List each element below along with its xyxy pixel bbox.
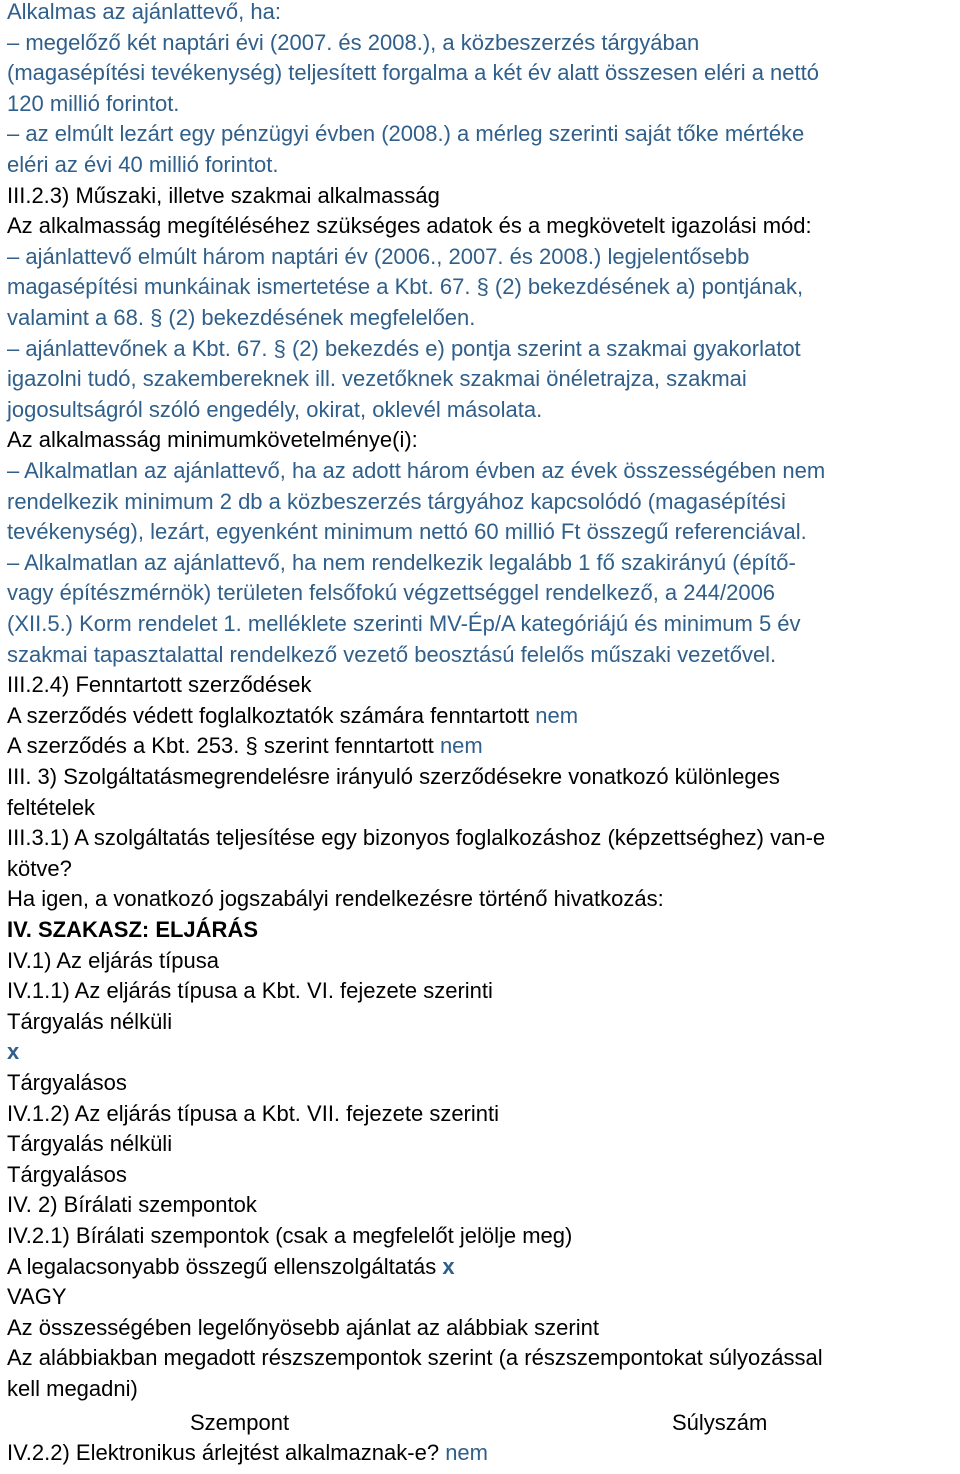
line-text: kell megadni)	[7, 1376, 138, 1401]
document-line	[7, 334, 801, 365]
line-text: – megelőző két naptári évi (2007. és 2008.), a közbeszerzés tárgyában	[7, 29, 700, 55]
line-text: A legalacsonyabb összegű ellenszolgáltatás	[7, 1253, 437, 1279]
document-line	[7, 1374, 138, 1405]
document-line	[7, 823, 825, 854]
document-line	[7, 915, 258, 946]
document-line	[7, 946, 219, 977]
document-line	[7, 395, 542, 426]
document-line	[7, 884, 664, 915]
line-text: – az elmúlt lezárt egy pénzügyi évben (2008.) a mérleg szerinti saját tőke mértéke	[7, 121, 805, 147]
line-text: III.2.3) Műszaki, illetve szakmai alkalmasság	[7, 182, 440, 208]
line-text: Tárgyalás nélküli	[7, 1131, 173, 1157]
criteria-column-szempont: Szempont	[190, 1410, 290, 1435]
line-text: Ha igen, a vonatkozó jogszabályi rendelkezésre történő hivatkozás:	[7, 886, 664, 912]
document-line	[7, 181, 440, 212]
line-text: IV.1) Az eljárás típusa	[7, 947, 219, 973]
document-line	[7, 303, 475, 334]
document-line	[7, 762, 780, 793]
document-line	[7, 701, 578, 732]
line-text: – Alkalmatlan az ajánlattevő, ha nem rendelkezik legalább 1 fő szakirányú (építő-	[7, 549, 796, 575]
selection-x-mark: x	[442, 1253, 455, 1279]
document-line	[7, 640, 776, 671]
line-text: IV. SZAKASZ: ELJÁRÁS	[7, 917, 259, 942]
document-line	[7, 609, 801, 640]
document-line	[7, 487, 786, 518]
document-line	[7, 578, 775, 609]
document-line	[7, 1221, 572, 1252]
line-text: szakmai tapasztalattal rendelkező vezető beosztású felelős műszaki vezetővel.	[7, 641, 777, 667]
line-text: Az alkalmasság minimumkövetelménye(i):	[7, 427, 418, 453]
document-line	[7, 119, 804, 150]
line-text: feltételek	[7, 794, 96, 820]
line-text: kötve?	[7, 855, 72, 881]
line-text: III.3.1) A szolgáltatás teljesítése egy bizonyos foglalkozáshoz (képzettséghez) van-e	[7, 825, 826, 851]
electronic-auction-value: nem	[445, 1440, 488, 1465]
line-text: VAGY	[7, 1284, 67, 1310]
document-line	[7, 854, 72, 885]
line-text: A szerződés védett foglalkoztatók számára fenntartott	[7, 702, 530, 728]
line-text: IV. 2) Bírálati szempontok	[7, 1192, 257, 1218]
line-value: nem	[535, 702, 579, 728]
line-value: nem	[439, 733, 483, 759]
line-text: eléri az évi 40 millió forintot.	[7, 152, 279, 177]
electronic-auction-line	[7, 1438, 488, 1469]
line-text: IV.1.1) Az eljárás típusa a Kbt. VI. fejezete szerinti	[7, 978, 493, 1004]
line-text: x	[7, 1039, 20, 1065]
document-line	[7, 1007, 172, 1038]
document-line	[7, 28, 699, 59]
document-line	[7, 1068, 127, 1099]
line-text: valamint a 68. § (2) bekezdésének megfelelően.	[7, 305, 476, 330]
document-line	[7, 89, 179, 120]
document-line	[7, 1099, 499, 1130]
line-text: IV.1.2) Az eljárás típusa a Kbt. VII. fejezete szerinti	[7, 1100, 500, 1126]
line-text: rendelkezik minimum 2 db a közbeszerzés tárgyához kapcsolódó (magasépítési	[7, 488, 786, 514]
document-line	[7, 793, 95, 824]
document-line	[7, 150, 278, 181]
document-line	[7, 1190, 257, 1221]
document-line	[7, 1129, 172, 1160]
line-text: (magasépítési tevékenység) teljesített forgalma a két év alatt összesen eléri a nettó	[7, 60, 819, 86]
document-line	[7, 425, 418, 456]
document-line	[7, 1037, 19, 1068]
document-line	[7, 1313, 599, 1344]
document-line	[7, 1252, 455, 1283]
line-text: – ajánlattevőnek a Kbt. 67. § (2) bekezdés e) pontja szerint a szakmai gyakorlatot	[7, 335, 801, 361]
document-line	[7, 1343, 823, 1374]
document-line	[7, 1282, 67, 1313]
line-text: magasépítési munkáinak ismertetése a Kbt. 67. § (2) bekezdésének a) pontjának,	[7, 274, 804, 300]
line-text: 120 millió forintot.	[7, 90, 180, 116]
line-text: Az alkalmasság megítéléséhez szükséges adatok és a megkövetelt igazolási mód:	[7, 213, 812, 239]
document-line	[7, 731, 483, 762]
line-text: Tárgyalás nélküli	[7, 1008, 173, 1034]
criteria-column-sulyszam: Súlyszám	[672, 1410, 768, 1435]
document-line	[7, 670, 311, 701]
line-text: Alkalmas az ajánlattevő, ha:	[7, 0, 281, 24]
electronic-auction-label: IV.2.2) Elektronikus árlejtést alkalmaznak-e?	[7, 1440, 440, 1465]
line-text: IV.2.1) Bírálati szempontok (csak a megfelelőt jelölje meg)	[7, 1223, 573, 1248]
line-text: – Alkalmatlan az ajánlattevő, ha az adott három évben az évek összességében nem	[7, 458, 826, 483]
document-line	[7, 58, 819, 89]
line-text: Az összességében legelőnyösebb ajánlat az alábbiak szerint	[7, 1314, 599, 1340]
document-line	[7, 548, 796, 579]
document-line	[7, 211, 812, 242]
line-text: tevékenység), lezárt, egyenként minimum nettó 60 millió Ft összegű referenciával.	[7, 519, 807, 545]
line-text: A szerződés a Kbt. 253. § szerint fenntartott	[7, 733, 434, 759]
line-text: Tárgyalásos	[7, 1161, 127, 1187]
document-line	[7, 272, 803, 303]
document-line	[7, 517, 807, 548]
line-text: Az alábbiakban megadott részszempontok szerint (a részszempontokat súlyozással	[7, 1345, 823, 1371]
document-line	[7, 242, 749, 273]
document-line	[7, 976, 493, 1007]
document-line	[7, 364, 747, 395]
line-text: igazolni tudó, szakembereknek ill. vezetőknek szakmai önéletrajza, szakmai	[7, 366, 747, 392]
line-text: – ajánlattevő elmúlt három naptári év (2006., 2007. és 2008.) legjelentősebb	[7, 243, 750, 269]
line-text: vagy építészmérnök) területen felsőfokú végzettséggel rendelkező, a 244/2006	[7, 580, 776, 606]
document-line	[7, 0, 281, 28]
document-line	[7, 1160, 127, 1191]
line-text: III. 3) Szolgáltatásmegrendelésre irányuló szerződésekre vonatkozó különleges	[7, 764, 780, 789]
line-text: jogosultságról szóló engedély, okirat, oklevél másolata.	[7, 396, 543, 422]
line-text: III.2.4) Fenntartott szerződések	[7, 672, 312, 698]
line-text: (XII.5.) Korm rendelet 1. melléklete szerinti MV-Ép/A kategóriájú és minimum 5 év	[7, 611, 801, 636]
document-line	[7, 456, 825, 487]
line-text: Tárgyalásos	[7, 1070, 127, 1095]
